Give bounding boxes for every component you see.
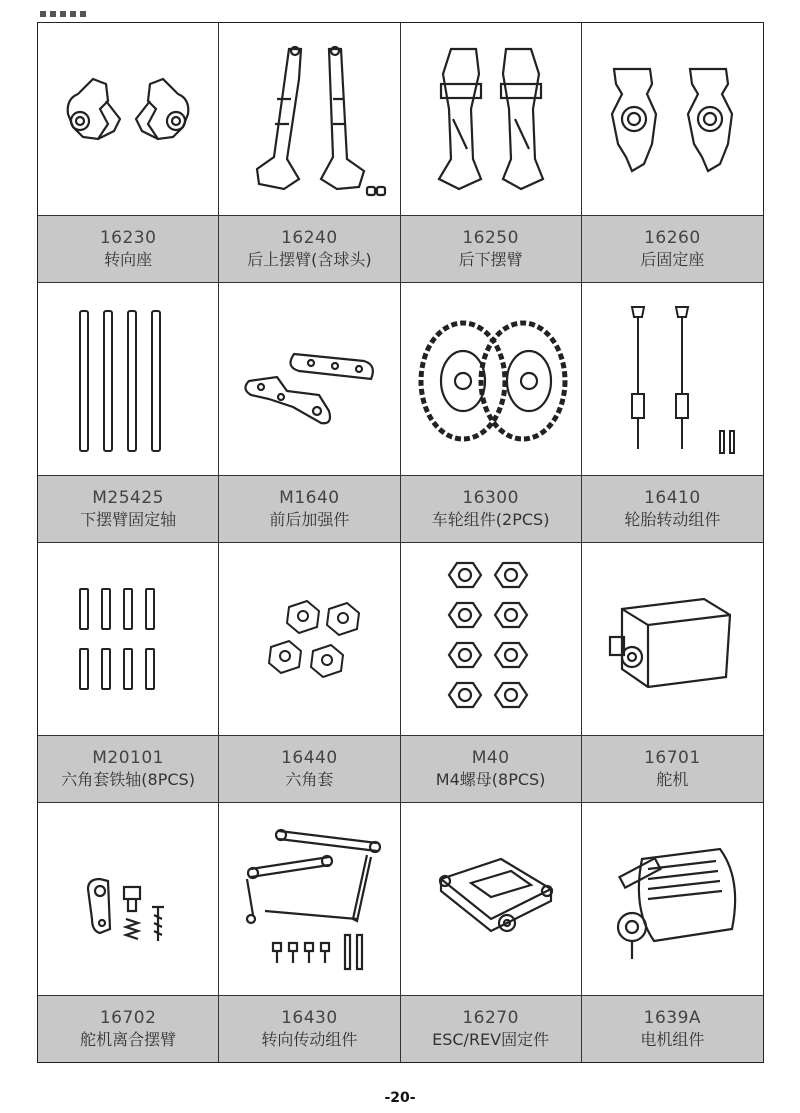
- parts-row: [38, 543, 763, 803]
- part-caption: [401, 216, 581, 282]
- part-code: 16260: [644, 228, 701, 248]
- part-code: M1640: [279, 488, 340, 508]
- hex-pins-icon: [48, 559, 208, 719]
- part-cell: [38, 23, 219, 283]
- part-image: [401, 543, 581, 736]
- part-code: 16430: [281, 1008, 338, 1028]
- rear-lower-arm-icon: [411, 39, 571, 199]
- part-cell: [38, 803, 219, 1062]
- hinge-pins-icon: [48, 299, 208, 459]
- part-image: [219, 803, 399, 996]
- part-name: 舵机: [656, 770, 689, 789]
- part-name: 下摆臂固定轴: [80, 510, 177, 529]
- part-code: 16701: [644, 748, 701, 768]
- part-image: [582, 543, 763, 736]
- part-code: 16250: [462, 228, 519, 248]
- part-image: [38, 23, 218, 216]
- part-image: [38, 543, 218, 736]
- part-name: 后上摆臂(含球头): [247, 250, 372, 269]
- part-name: 舵机离合摆臂: [80, 1030, 177, 1049]
- part-image: [401, 283, 581, 476]
- parts-row: [38, 283, 763, 543]
- part-cell: [219, 23, 400, 283]
- steering-knuckle-icon: [48, 39, 208, 199]
- part-cell: [219, 803, 400, 1062]
- part-image: [219, 23, 399, 216]
- part-cell: [219, 543, 400, 803]
- part-cell: [401, 803, 582, 1062]
- part-name: 后下摆臂: [458, 250, 523, 269]
- part-name: 车轮组件(2PCS): [431, 510, 550, 529]
- part-cell: [582, 283, 763, 543]
- part-name: 六角套: [285, 770, 334, 789]
- part-cell: [38, 543, 219, 803]
- part-code: 16440: [281, 748, 338, 768]
- part-cell: [38, 283, 219, 543]
- esc-mount-icon: [411, 819, 571, 979]
- part-image: [38, 803, 218, 996]
- part-caption: [38, 996, 218, 1062]
- part-cell: [219, 283, 400, 543]
- part-code: M25425: [92, 488, 164, 508]
- part-caption: [582, 996, 763, 1062]
- part-cell: [582, 23, 763, 283]
- servo-saver-icon: [48, 819, 208, 979]
- part-code: 16270: [462, 1008, 519, 1028]
- parts-row: [38, 803, 763, 1062]
- part-cell: [401, 23, 582, 283]
- part-caption: [582, 476, 763, 542]
- part-image: [582, 803, 763, 996]
- part-caption: [401, 736, 581, 802]
- part-caption: [219, 476, 399, 542]
- part-code: M40: [471, 748, 510, 768]
- part-name: 转向座: [104, 250, 153, 269]
- part-code: 16230: [99, 228, 157, 248]
- part-name: M4螺母(8PCS): [435, 770, 546, 789]
- part-caption: [219, 736, 399, 802]
- motor-icon: [592, 819, 752, 979]
- parts-row: [38, 23, 763, 283]
- part-image: [219, 283, 399, 476]
- parts-grid: [37, 22, 764, 1063]
- page-number: -20-: [384, 1090, 416, 1106]
- part-image: [219, 543, 399, 736]
- rear-hub-carrier-icon: [592, 39, 752, 199]
- part-image: [401, 23, 581, 216]
- part-code: 1639A: [643, 1008, 702, 1028]
- part-caption: [401, 476, 581, 542]
- wheels-icon: [411, 299, 571, 459]
- part-name: 六角套铁轴(8PCS): [61, 770, 195, 789]
- part-caption: [582, 736, 763, 802]
- part-image: [582, 23, 763, 216]
- steering-linkage-icon: [229, 819, 389, 979]
- part-image: [582, 283, 763, 476]
- part-caption: [38, 216, 218, 282]
- part-name: 后固定座: [640, 250, 705, 269]
- part-name: 轮胎转动组件: [624, 510, 721, 529]
- part-name: 电机组件: [640, 1030, 705, 1049]
- lock-nuts-icon: [411, 559, 571, 719]
- part-caption: [38, 736, 218, 802]
- part-cell: [582, 543, 763, 803]
- part-name: ESC/REV固定件: [432, 1030, 550, 1049]
- part-name: 转向传动组件: [261, 1030, 358, 1049]
- part-code: 16240: [281, 228, 338, 248]
- part-caption: [219, 216, 399, 282]
- part-caption: [38, 476, 218, 542]
- part-code: 16300: [462, 488, 519, 508]
- part-code: 16410: [644, 488, 701, 508]
- part-caption: [219, 996, 399, 1062]
- part-code: M20101: [92, 748, 164, 768]
- rear-upper-arm-icon: [229, 39, 389, 199]
- part-image: [38, 283, 218, 476]
- servo-icon: [592, 559, 752, 719]
- part-name: 前后加强件: [269, 510, 350, 529]
- wheel-hex-icon: [229, 559, 389, 719]
- part-cell: [401, 543, 582, 803]
- part-caption: [582, 216, 763, 282]
- part-cell: [401, 283, 582, 543]
- part-image: [401, 803, 581, 996]
- drive-shafts-icon: [592, 299, 752, 459]
- reinforcement-plates-icon: [229, 299, 389, 459]
- part-cell: [582, 803, 763, 1062]
- part-caption: [401, 996, 581, 1062]
- top-edge-mark: [40, 2, 110, 10]
- part-code: 16702: [99, 1008, 157, 1028]
